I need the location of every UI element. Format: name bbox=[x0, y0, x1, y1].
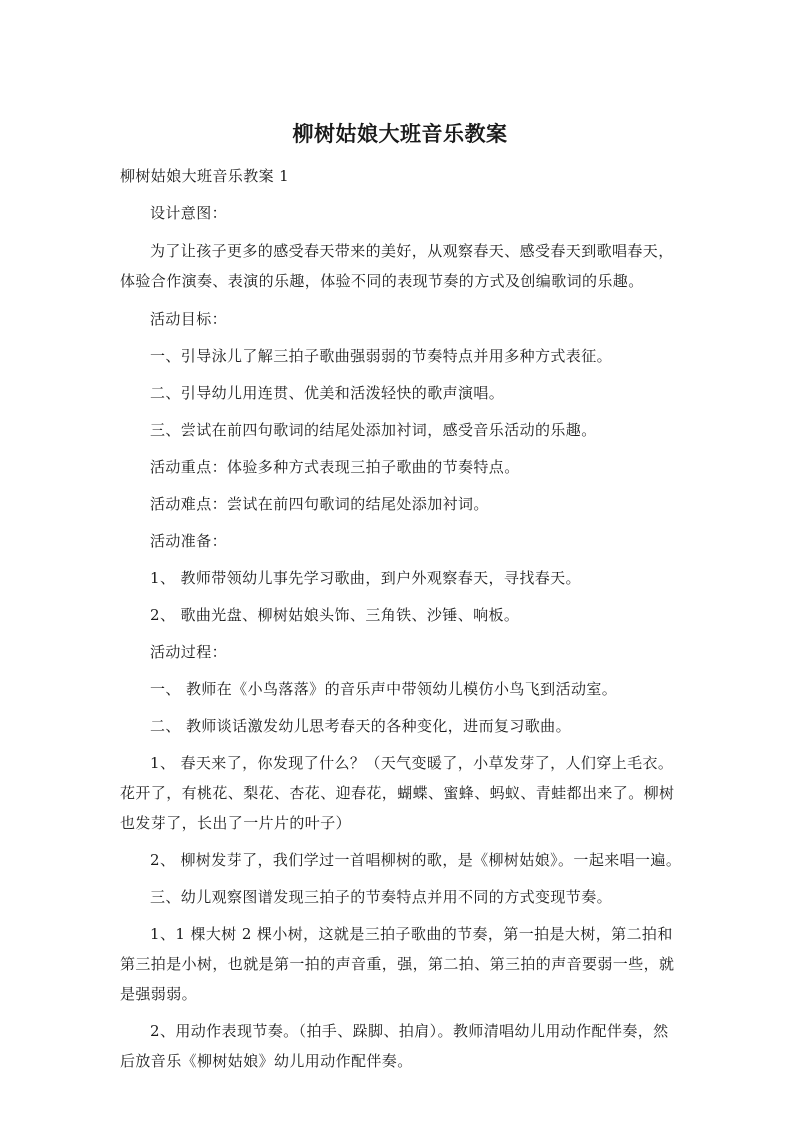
paragraph-process-3-1: 1、1 棵大树 2 棵小树，这就是三拍子歌曲的节奏，第一拍是大树，第二拍和第三拍是小树，也就是第一拍的声音重，强，第二拍、第三拍的声音要弱一些，就是强弱弱。 bbox=[120, 925, 675, 1003]
paragraph-goal-3: 三、尝试在前四句歌词的结尾处添加衬词，感受音乐活动的乐趣。 bbox=[150, 421, 597, 439]
paragraph-process-heading: 活动过程： bbox=[150, 643, 228, 661]
document-subtitle: 柳树姑娘大班音乐教案 1 bbox=[120, 167, 290, 185]
paragraph-goal-2: 二、引导幼儿用连贯、优美和活泼轻快的歌声演唱。 bbox=[150, 384, 505, 402]
paragraph-design-intent-heading: 设计意图： bbox=[150, 204, 228, 222]
paragraph-goal-1: 一、引导泳儿了解三拍子歌曲强弱弱的节奏特点并用多种方式表征。 bbox=[150, 347, 613, 365]
paragraph-process-2-1: 1、 春天来了，你发现了什么？（天气变暖了，小草发芽了，人们穿上毛衣。花开了，有桃花、梨花、杏花、迎春花，蝴蝶、蜜蜂、蚂蚁、青蛙都出来了。柳树也发芽了，长出了一片片的叶子） bbox=[120, 754, 675, 832]
paragraph-preparation-heading: 活动准备： bbox=[150, 532, 228, 550]
paragraph-process-2: 二、 教师谈话激发幼儿思考春天的各种变化，进而复习歌曲。 bbox=[150, 717, 571, 735]
paragraph-design-intent: 为了让孩子更多的感受春天带来的美好，从观察春天、感受春天到歌唱春天，体验合作演奏、表演的乐趣，体验不同的表现节奏的方式及创编歌词的乐趣。 bbox=[120, 242, 674, 290]
paragraph-process-1: 一、 教师在《小鸟落落》的音乐声中带领幼儿模仿小鸟飞到活动室。 bbox=[150, 680, 618, 698]
paragraph-process-2-2: 2、 柳树发芽了，我们学过一首唱柳树的歌，是《柳树姑娘》。一起来唱一遍。 bbox=[150, 851, 682, 869]
paragraph-difficulty: 活动难点：尝试在前四句歌词的结尾处添加衬词。 bbox=[150, 495, 489, 513]
document-body bbox=[120, 161, 682, 1076]
paragraph-process-3-2: 2、用动作表现节奏。（拍手、跺脚、拍肩）。教师清唱幼儿用动作配伴奏，然后放音乐《柳树姑娘》幼儿用动作配伴奏。 bbox=[120, 1022, 669, 1070]
paragraph-goals-heading: 活动目标： bbox=[150, 310, 228, 328]
paragraph-process-3: 三、幼儿观察图谱发现三拍子的节奏特点并用不同的方式变现节奏。 bbox=[150, 888, 613, 906]
document-title: 柳树姑娘大班音乐教案 bbox=[292, 122, 508, 146]
paragraph-preparation-1: 1、 教师带领幼儿事先学习歌曲，到户外观察春天，寻找春天。 bbox=[150, 569, 581, 587]
paragraph-preparation-2: 2、 歌曲光盘、柳树姑娘头饰、三角铁、沙锤、响板。 bbox=[150, 606, 520, 624]
paragraph-key-point: 活动重点：体验多种方式表现三拍子歌曲的节奏特点。 bbox=[150, 458, 520, 476]
